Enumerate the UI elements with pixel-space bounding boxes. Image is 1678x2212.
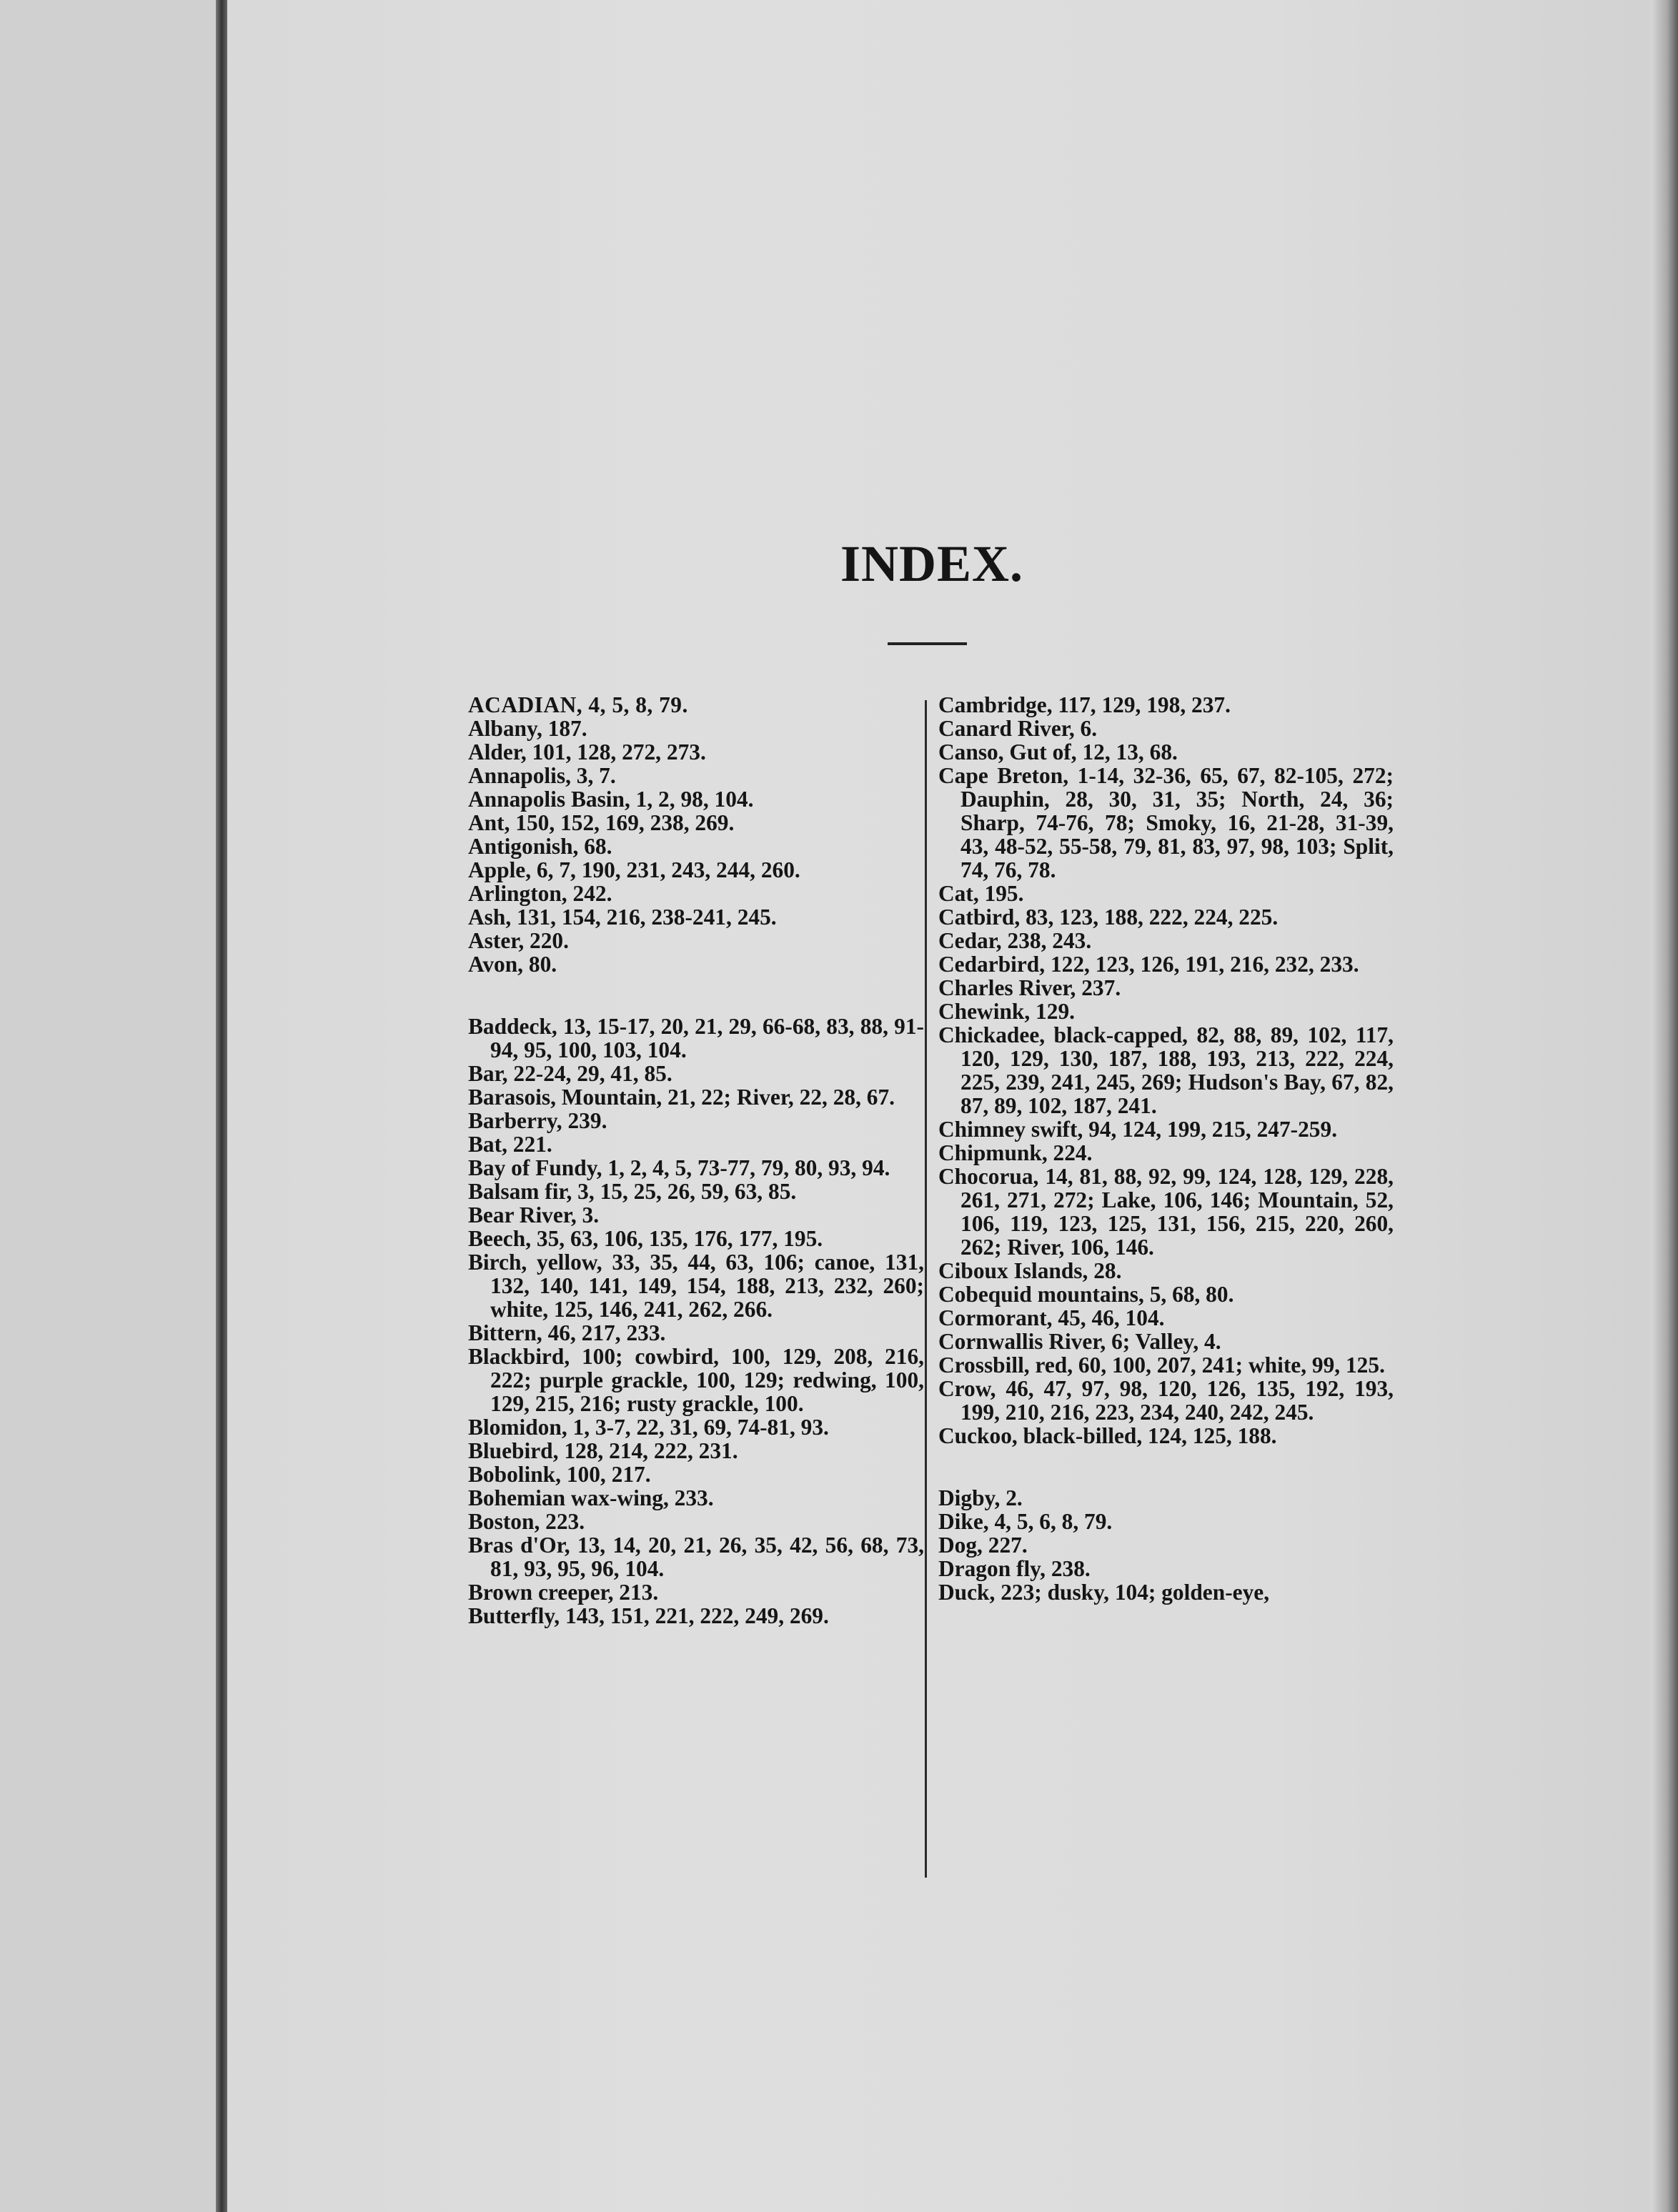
section-gap: [468, 976, 924, 1015]
index-entry: Duck, 223; dusky, 104; golden-eye,: [938, 1580, 1270, 1605]
index-entry: Cambridge, 117, 129, 198, 237.: [938, 692, 1231, 717]
index-entry: Catbird, 83, 123, 188, 222, 224, 225.: [938, 905, 1279, 930]
index-entry: Birch, yellow, 33, 35, 44, 63, 106; canoe, 131, 132, 140, 141, 149, 154, 188, 213, 232, 260; white, 125, 146, 241, 262, 266.: [468, 1250, 924, 1322]
index-entry: Balsam fir, 3, 15, 25, 26, 59, 63, 85.: [468, 1179, 797, 1204]
index-entry: Cormorant, 45, 46, 104.: [938, 1305, 1165, 1330]
index-entry: Cobequid mountains, 5, 68, 80.: [938, 1282, 1234, 1307]
index-entry: Chickadee, black-capped, 82, 88, 89, 102, 117, 120, 129, 130, 187, 188, 193, 213, 222, 224, 225, 239, 241, 245, 269; Hudson's Bay, 67, 82, 87, 89, 102, 187, 241.: [938, 1022, 1394, 1118]
index-entry: Boston, 223.: [468, 1509, 585, 1534]
index-entry: Barasois, Mountain, 21, 22; River, 22, 28, 67.: [468, 1085, 895, 1110]
index-entry: Charles River, 237.: [938, 975, 1121, 1000]
index-entry: Bittern, 46, 217, 233.: [468, 1320, 666, 1345]
index-title: INDEX.: [840, 535, 1024, 592]
index-entry: Brown creeper, 213.: [468, 1580, 659, 1605]
index-entry: Albany, 187.: [468, 716, 587, 741]
index-entry: Cornwallis River, 6; Valley, 4.: [938, 1329, 1221, 1354]
index-entry: Crossbill, red, 60, 100, 207, 241; white, 99, 125.: [938, 1352, 1385, 1377]
section-gap: [938, 1448, 1394, 1486]
index-entry: Canard River, 6.: [938, 716, 1098, 741]
index-entry: Chimney swift, 94, 124, 199, 215, 247-259.: [938, 1117, 1338, 1142]
index-entry: Baddeck, 13, 15-17, 20, 21, 29, 66-68, 83, 88, 91-94, 95, 100, 103, 104.: [468, 1014, 924, 1062]
index-entry: Bohemian wax-wing, 233.: [468, 1485, 714, 1510]
index-entry: ACADIAN, 4, 5, 8, 79.: [468, 692, 688, 717]
index-entry: Blomidon, 1, 3-7, 22, 31, 69, 74-81, 93.: [468, 1415, 829, 1440]
right-page-edge: [1651, 0, 1678, 2212]
index-entry: Dike, 4, 5, 6, 8, 79.: [938, 1509, 1113, 1534]
index-entry: Blackbird, 100; cowbird, 100, 129, 208, 216, 222; purple grackle, 100, 129; redwing, 100, 129, 215, 216; rusty grackle, 100.: [468, 1344, 924, 1416]
column-divider: [925, 700, 927, 1878]
index-entry: Butterfly, 143, 151, 221, 222, 249, 269.: [468, 1603, 829, 1628]
index-entry: Cedar, 238, 243.: [938, 928, 1092, 953]
index-entry: Chewink, 129.: [938, 999, 1075, 1024]
index-entry: Avon, 80.: [468, 952, 557, 977]
index-entry: Canso, Gut of, 12, 13, 68.: [938, 739, 1178, 764]
index-entry: Bar, 22-24, 29, 41, 85.: [468, 1061, 672, 1086]
index-entry: Cape Breton, 1-14, 32-36, 65, 67, 82-105, 272; Dauphin, 28, 30, 31, 35; North, 24, 36; Sharp, 74-76, 78; Smoky, 16, 21-28, 31-39, 43, 48-52, 55-58, 79, 81, 83, 97, 98, 103; Split, 74, 76, 78.: [938, 763, 1394, 882]
index-entry: Annapolis, 3, 7.: [468, 763, 616, 788]
index-entry: Annapolis Basin, 1, 2, 98, 104.: [468, 787, 754, 812]
book-gutter-shadow: [216, 0, 227, 2212]
index-entry: Aster, 220.: [468, 928, 569, 953]
index-entry: Crow, 46, 47, 97, 98, 120, 126, 135, 192, 193, 199, 210, 216, 223, 234, 240, 242, 245.: [938, 1376, 1394, 1425]
index-entry: Bear River, 3.: [468, 1202, 600, 1227]
index-entry: Ciboux Islands, 28.: [938, 1258, 1122, 1283]
index-entry: Cat, 195.: [938, 881, 1024, 906]
index-entry: Beech, 35, 63, 106, 135, 176, 177, 195.: [468, 1226, 823, 1251]
index-entry: Bluebird, 128, 214, 222, 231.: [468, 1438, 738, 1463]
index-entry: Bras d'Or, 13, 14, 20, 21, 26, 35, 42, 56, 68, 73, 81, 93, 95, 96, 104.: [468, 1533, 924, 1581]
index-entry: Dragon fly, 238.: [938, 1556, 1091, 1581]
index-entry: Antigonish, 68.: [468, 834, 612, 859]
index-entry: Alder, 101, 128, 272, 273.: [468, 739, 706, 764]
index-entry: Digby, 2.: [938, 1485, 1023, 1510]
index-entry: Bat, 221.: [468, 1132, 552, 1157]
index-entry: Bay of Fundy, 1, 2, 4, 5, 73-77, 79, 80, 93, 94.: [468, 1155, 890, 1180]
index-entry: Cedarbird, 122, 123, 126, 191, 216, 232, 233.: [938, 952, 1359, 977]
index-entry: Ant, 150, 152, 169, 238, 269.: [468, 810, 735, 835]
index-entry: Barberry, 239.: [468, 1108, 607, 1133]
index-entry: Ash, 131, 154, 216, 238-241, 245.: [468, 905, 777, 930]
index-entry: Chipmunk, 224.: [938, 1140, 1093, 1165]
index-entry: Apple, 6, 7, 190, 231, 243, 244, 260.: [468, 857, 800, 882]
right-index-column: [938, 693, 1394, 1604]
index-entry: Bobolink, 100, 217.: [468, 1462, 651, 1487]
index-entry: Dog, 227.: [938, 1533, 1028, 1558]
left-facing-page-edge: [0, 0, 216, 2212]
index-entry: Cuckoo, black-billed, 124, 125, 188.: [938, 1423, 1277, 1448]
left-index-column: [468, 693, 924, 1628]
index-entry: Chocorua, 14, 81, 88, 92, 99, 124, 128, 129, 228, 261, 271, 272; Lake, 106, 146; Mountain, 52, 106, 119, 123, 125, 131, 156, 215, 220, 260, 262; River, 106, 146.: [938, 1164, 1394, 1260]
title-rule: [888, 642, 967, 645]
index-entry: Arlington, 242.: [468, 881, 612, 906]
